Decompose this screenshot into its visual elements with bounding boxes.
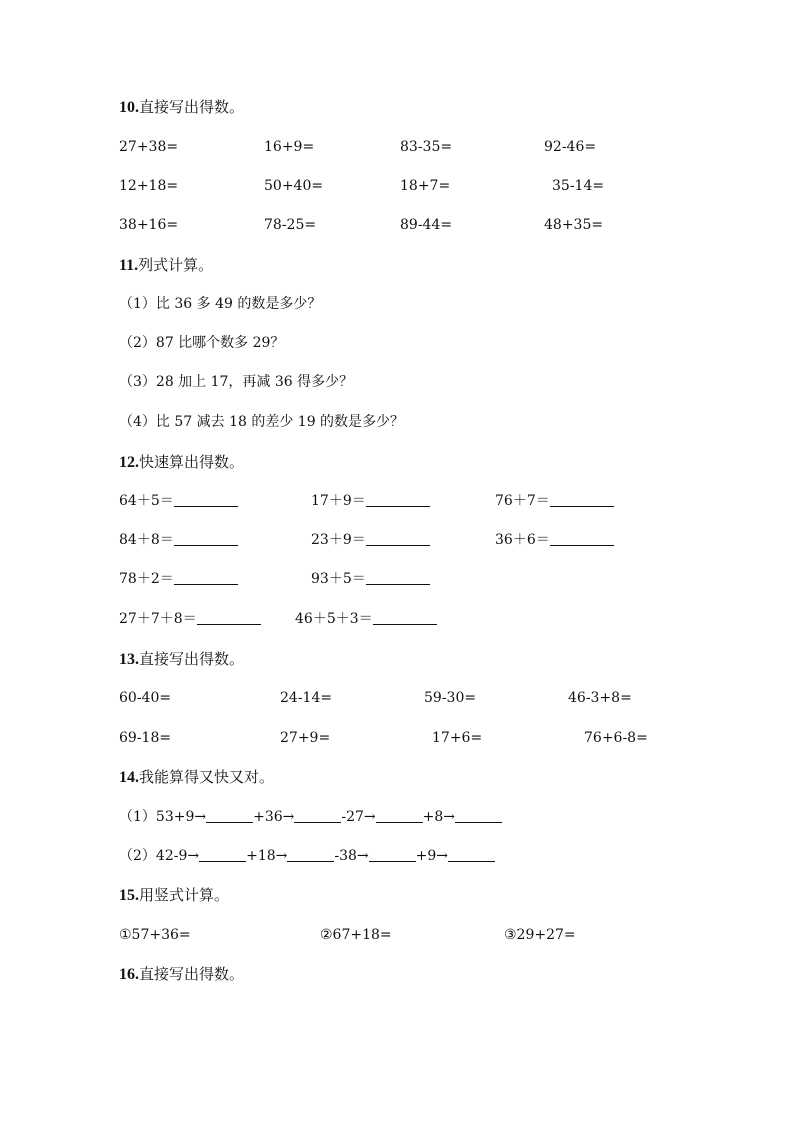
q14-chain-op: +36→: [253, 809, 295, 825]
q10-item: 50+40=: [264, 178, 324, 194]
answer-blank[interactable]: [366, 570, 430, 585]
q10-item: 35-14=: [552, 178, 605, 194]
answer-blank[interactable]: [369, 847, 416, 862]
q13-item: 76+6-8=: [584, 730, 648, 746]
answer-blank[interactable]: [294, 808, 341, 823]
q15-item: ②67+18=: [320, 927, 392, 943]
answer-blank[interactable]: [366, 492, 430, 507]
q10-item: 27+38=: [119, 139, 179, 155]
q10-number: 10.: [119, 99, 139, 116]
q12-heading: [119, 453, 244, 472]
q10-item: 89-44=: [400, 217, 453, 233]
q12-expression: 23＋9＝: [311, 532, 366, 548]
q14-chain-op: +8→: [422, 809, 456, 825]
q10-item: 83-35=: [400, 139, 453, 155]
q12-item: [311, 531, 430, 549]
q13-item: 60-40=: [119, 690, 172, 706]
q14-chain-op: -38→: [334, 848, 369, 864]
q13-item: 27+9=: [280, 730, 331, 746]
q12-item: [119, 610, 261, 628]
answer-blank[interactable]: [448, 847, 495, 862]
q11-heading: [119, 256, 213, 275]
q12-item: [119, 531, 238, 549]
q14-heading: [119, 768, 274, 787]
answer-blank[interactable]: [174, 570, 238, 585]
q11-item: （1）比 36 多 49 的数是多少？: [119, 296, 322, 312]
q13-title: 直接写出得数。: [139, 650, 245, 668]
q14-chain-label: （2）42-9→: [119, 848, 200, 864]
q16-number: 16.: [119, 966, 139, 983]
q12-expression: 78＋2＝: [119, 571, 174, 587]
answer-blank[interactable]: [174, 531, 238, 546]
q12-item: [311, 492, 430, 510]
q13-item: 46-3+8=: [568, 690, 632, 706]
answer-blank[interactable]: [455, 808, 502, 823]
q12-expression: 64＋5＝: [119, 493, 174, 509]
q10-item: 78-25=: [264, 217, 317, 233]
q16-heading: [119, 965, 244, 984]
q14-chain-op: +18→: [246, 848, 288, 864]
answer-blank[interactable]: [206, 808, 253, 823]
q14-chain-label: （1）53+9→: [119, 809, 207, 825]
q13-item: 24-14=: [280, 690, 333, 706]
q16-title: 直接写出得数。: [139, 965, 245, 983]
q13-item: 59-30=: [424, 690, 477, 706]
q12-title: 快速算出得数。: [139, 453, 245, 471]
q10-item: 92-46=: [544, 139, 597, 155]
q12-expression: 36＋6＝: [495, 532, 550, 548]
q12-item: [119, 570, 238, 588]
q12-expression: 84＋8＝: [119, 532, 174, 548]
answer-blank[interactable]: [197, 610, 261, 625]
q11-title: 列式计算。: [138, 256, 214, 274]
q14-chain-op: -27→: [341, 809, 376, 825]
q12-expression: 76＋7＝: [495, 493, 550, 509]
q15-title: 用竖式计算。: [139, 886, 230, 904]
answer-blank[interactable]: [174, 492, 238, 507]
q12-expression: 46＋5＋3＝: [295, 611, 373, 627]
q10-item: 38+16=: [119, 217, 179, 233]
answer-blank[interactable]: [373, 610, 437, 625]
q15-number: 15.: [119, 887, 139, 904]
q10-title: 直接写出得数。: [139, 98, 245, 116]
q12-expression: 17＋9＝: [311, 493, 366, 509]
q12-item: [119, 492, 238, 510]
q14-title: 我能算得又快又对。: [139, 768, 275, 786]
q13-item: 69-18=: [119, 730, 172, 746]
q10-item: 48+35=: [544, 217, 604, 233]
q14-chain-op: +9→: [415, 848, 449, 864]
q11-item: （2）87 比哪个数多 29？: [119, 335, 285, 351]
q14-number: 14.: [119, 769, 139, 786]
answer-blank[interactable]: [550, 492, 614, 507]
q14-chain: [119, 808, 502, 826]
q12-item: [495, 492, 614, 510]
q13-item: 17+6=: [432, 730, 483, 746]
q12-expression: 93＋5＝: [311, 571, 366, 587]
answer-blank[interactable]: [287, 847, 334, 862]
answer-blank[interactable]: [199, 847, 246, 862]
q12-expression: 27＋7＋8＝: [119, 611, 197, 627]
q15-item: ③29+27=: [504, 927, 576, 943]
q12-item: [495, 531, 614, 549]
q11-item: （3）28 加上 17，再减 36 得多少？: [119, 374, 354, 390]
q13-number: 13.: [119, 651, 139, 668]
q15-item: ①57+36=: [119, 927, 191, 943]
q12-number: 12.: [119, 454, 139, 471]
q14-chain: [119, 847, 495, 865]
q11-number: 11.: [119, 257, 139, 274]
q15-heading: [119, 886, 229, 905]
answer-blank[interactable]: [550, 531, 614, 546]
q13-heading: [119, 650, 244, 669]
q11-item: （4）比 57 减去 18 的差少 19 的数是多少？: [119, 414, 405, 430]
q10-item: 16+9=: [264, 139, 315, 155]
answer-blank[interactable]: [376, 808, 423, 823]
q10-item: 18+7=: [400, 178, 451, 194]
q10-heading: [119, 98, 244, 117]
answer-blank[interactable]: [366, 531, 430, 546]
q12-item: [295, 610, 437, 628]
q10-item: 12+18=: [119, 178, 179, 194]
q12-item: [311, 570, 430, 588]
